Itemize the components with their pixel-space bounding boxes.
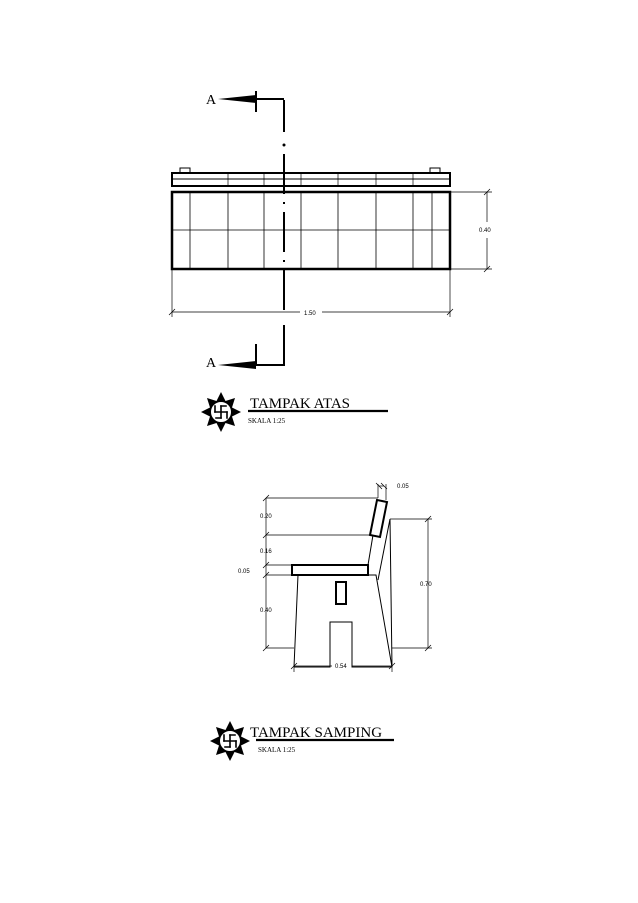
- support-slot: [336, 582, 346, 604]
- swastika-emblem-icon: [201, 392, 241, 432]
- dimension-depth: 0.54: [335, 664, 347, 670]
- view-scale: SKALA 1:25: [258, 746, 296, 754]
- dimension-back-height: 0.20: [260, 514, 272, 520]
- dimension-length-label: 1.50: [304, 311, 316, 317]
- section-arrow-top: [218, 91, 284, 112]
- section-label-top: A: [206, 93, 217, 108]
- side-view: [210, 483, 432, 761]
- dimension-leg-height: 0.40: [260, 608, 272, 614]
- dimension-back-thickness: 0.05: [397, 484, 409, 490]
- backrest-side: [370, 500, 387, 537]
- section-label-bottom: A: [206, 356, 217, 371]
- top-view: [169, 91, 492, 432]
- title-block-top: [201, 392, 388, 432]
- backrest-plank: [172, 168, 450, 186]
- section-arrow-bottom: [218, 344, 284, 369]
- title-block-side: [210, 721, 394, 761]
- view-title: TAMPAK ATAS: [250, 396, 350, 412]
- swastika-emblem-icon: [210, 721, 250, 761]
- view-scale: SKALA 1:25: [248, 417, 286, 425]
- view-title: TAMPAK SAMPING: [250, 725, 383, 741]
- seat-top: [172, 192, 450, 269]
- dimension-width-label: 0.40: [479, 228, 491, 234]
- dimension-total-height: 0.70: [420, 582, 432, 588]
- section-cut-line: [283, 100, 286, 366]
- side-dimensions: [263, 483, 432, 672]
- seat-side: [292, 565, 368, 575]
- dimension-length: [169, 269, 453, 317]
- dimension-gap: 0.16: [260, 549, 272, 555]
- bench-support: [294, 519, 392, 667]
- dimension-seat-thickness: 0.05: [238, 569, 250, 575]
